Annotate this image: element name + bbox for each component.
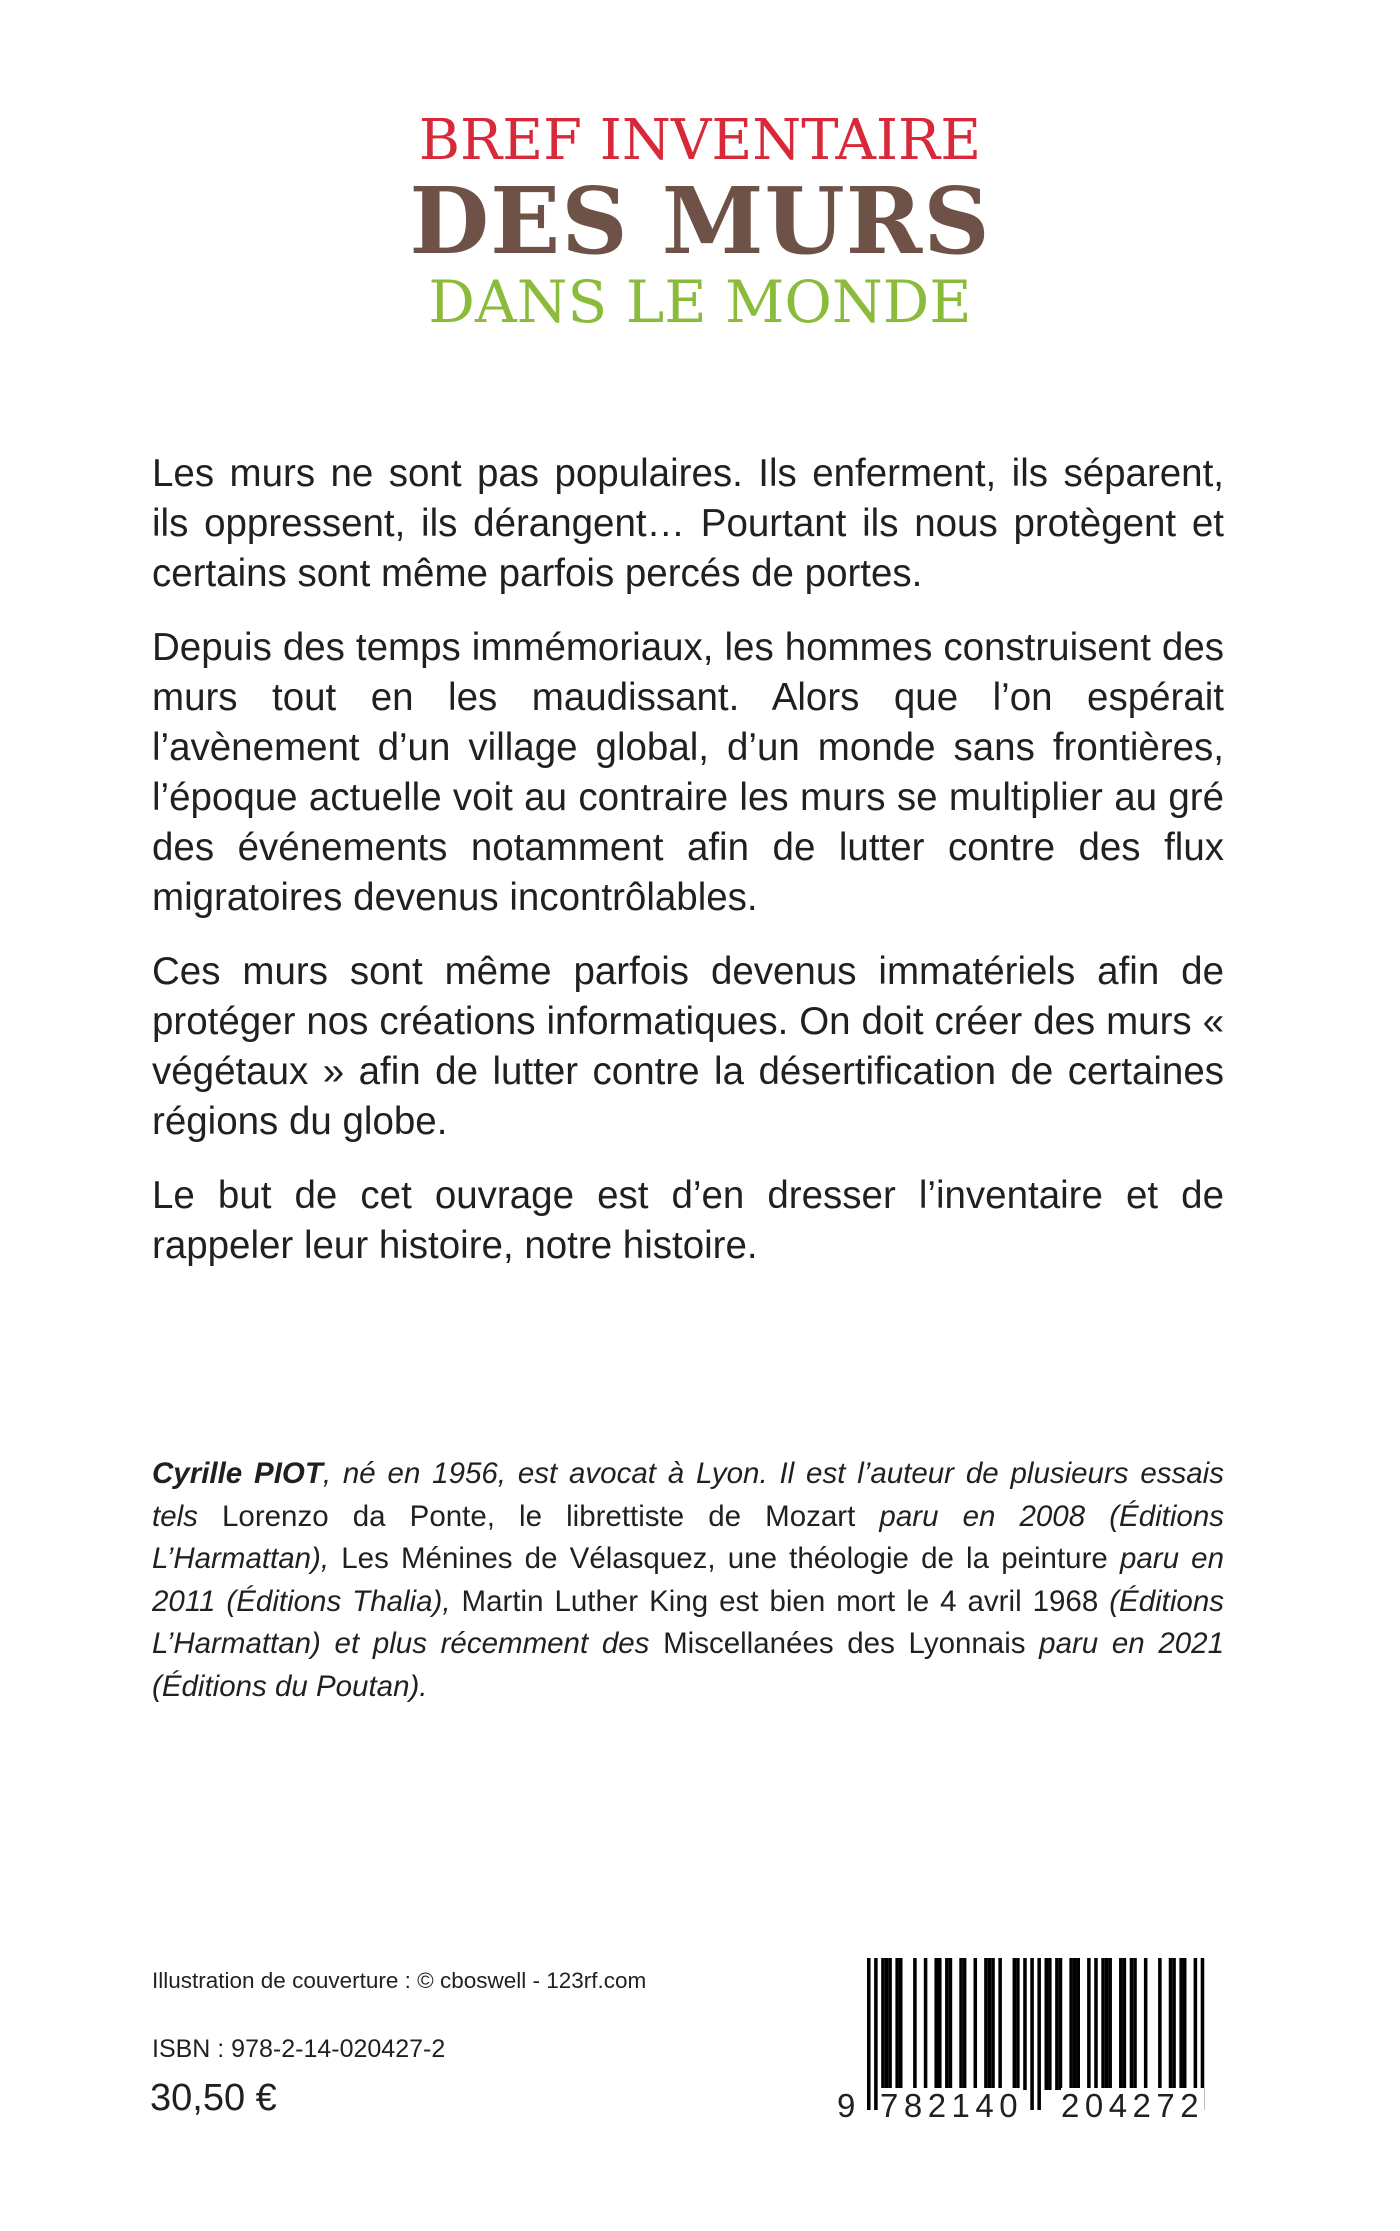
barcode-bar <box>1094 1958 1098 2090</box>
bio-text-1: , né en 1956, est avocat à Lyon. Il est l’auteur de plusieurs essais tels <box>152 1457 1224 1533</box>
blurb-paragraph-1: Les murs ne sont pas populaires. Ils enferment, ils séparent, ils oppressent, ils dérangent… Pourtant ils nous protègent et certains sont même parfois percés de portes. <box>152 452 1224 595</box>
blurb-paragraph-4: Le but de cet ouvrage est d’en dresser l’inventaire et de rappeler leur histoire, notre histoire. <box>152 1174 1224 1267</box>
barcode-bar <box>885 1958 889 2090</box>
barcode-bar <box>1123 1958 1127 2090</box>
barcode-bar <box>963 1958 967 2090</box>
barcode-bar <box>913 1958 917 2090</box>
barcode-right-group: 204272 <box>1061 2087 1205 2124</box>
barcode-bar <box>1133 1958 1137 2090</box>
barcode-bar <box>888 1958 892 2090</box>
barcode-bar <box>974 1958 978 2090</box>
blurb-paragraph-2: Depuis des temps immémoriaux, les hommes construisent des murs tout en les maudissant. Alors que l’on espérait l’avènement d’un village global, d’un monde sans frontières, l’époque actuelle voit au contraire les murs se multiplier au gré des événements notamment afin de lutter contre des flux migratoires devenus incontrôlables. <box>152 626 1224 919</box>
barcode-bar <box>1059 1958 1063 2090</box>
work-title-3: Martin Luther King est bien mort le 4 avril 1968 <box>461 1584 1099 1618</box>
barcode-bar <box>1130 1958 1134 2090</box>
barcode-bar <box>1076 1958 1080 2090</box>
barcode-left-group: 782140 <box>880 2087 1024 2124</box>
barcode-bar <box>1101 1958 1105 2090</box>
blurb <box>152 449 1224 1295</box>
title-line-2: DES MURS <box>409 167 991 275</box>
barcode-bar <box>1144 1958 1148 2090</box>
barcode-bar <box>1179 1958 1183 2090</box>
title-block <box>0 108 1400 338</box>
barcode-bar <box>934 1958 938 2090</box>
barcode-bar <box>1048 1958 1052 2090</box>
bio-text-4: (Éditions L’Harmattan) et plus récemment des <box>152 1584 1224 1660</box>
price: 30,50 € <box>150 2077 277 2119</box>
barcode-bar <box>938 1958 942 2090</box>
work-title-1: Lorenzo da Ponte, le librettiste de Mozart <box>222 1499 856 1533</box>
work-title-2: Les Ménines de Vélasquez, une théologie de la peinture <box>341 1542 1108 1575</box>
barcode-bar <box>1069 1958 1073 2090</box>
barcode-bar <box>1172 1958 1176 2090</box>
barcode <box>837 1952 1246 2124</box>
barcode-bar <box>1119 1958 1123 2090</box>
barcode-bar <box>1169 1958 1173 2090</box>
isbn: ISBN : 978-2-14-020427-2 <box>152 2035 446 2063</box>
barcode-bar <box>959 1958 963 2090</box>
barcode-bar <box>1073 1958 1077 2090</box>
barcode-bar <box>991 1958 995 2090</box>
barcode-guard-bar <box>867 1958 871 2110</box>
blurb-paragraph-3: Ces murs sont même parfois devenus immatériels afin de protéger nos créations informatiques. On doit créer des murs « végétaux » afin de lutter contre la désertification de certaines régions du globe. <box>152 950 1224 1143</box>
barcode-bar <box>1108 1958 1112 2090</box>
barcode-bar <box>1183 1958 1187 2090</box>
barcode-bar <box>881 1958 885 2090</box>
work-title-4: Miscellanées des Lyonnais <box>663 1627 1026 1660</box>
barcode-bar <box>1016 1958 1020 2090</box>
barcode-bar <box>1023 1958 1027 2090</box>
barcode-guard-bar <box>1030 1958 1034 2110</box>
barcode-guard-bar <box>1037 1958 1041 2110</box>
barcode-bar <box>984 1958 988 2090</box>
author-bio <box>152 1453 1224 1708</box>
barcode-bar <box>945 1958 949 2090</box>
title-line-1: BREF INVENTAIRE <box>418 108 982 173</box>
author-name: Cyrille PIOT <box>152 1457 323 1490</box>
illustration-credit: Illustration de couverture : © cboswell - 123rf.com <box>152 1968 647 1993</box>
barcode-bar <box>998 1958 1002 2090</box>
barcode-bar <box>1045 1958 1049 2090</box>
barcode-bar <box>988 1958 992 2090</box>
barcode-first-digit: 9 <box>837 2087 861 2124</box>
barcode-guard-bar <box>874 1958 878 2110</box>
barcode-bar <box>1087 1958 1091 2090</box>
title-line-3: DANS LE MONDE <box>428 268 972 336</box>
barcode-bar <box>899 1958 903 2090</box>
barcode-bar <box>949 1958 953 2090</box>
barcode-bar <box>924 1958 928 2090</box>
bio-text-5: paru en 2021 (Éditions du Poutan). <box>152 1627 1224 1703</box>
barcode-bar <box>1055 1958 1059 2090</box>
barcode-bar <box>1105 1958 1109 2090</box>
bio-text-2: paru en 2008 (Éditions L’Harmattan), <box>152 1499 1224 1575</box>
bio-text-3: paru en 2011 (Éditions Thalia), <box>152 1542 1224 1618</box>
barcode-bar <box>1013 1958 1017 2090</box>
barcode-bar <box>1158 1958 1162 2090</box>
barcode-bar <box>895 1958 899 2090</box>
